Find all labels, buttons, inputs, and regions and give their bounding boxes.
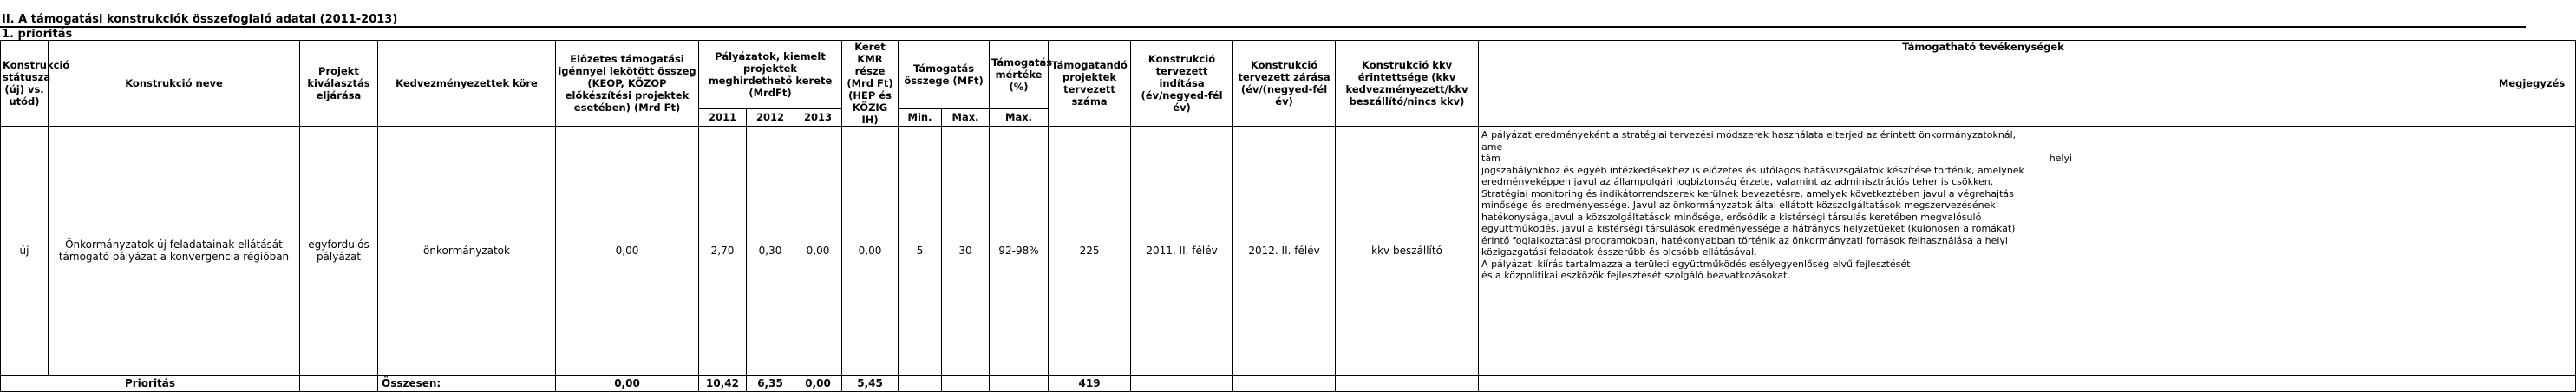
cell-name: Önkormányzatok új feladatainak ellátását támogató pályázat a konvergencia régióban — [49, 127, 300, 376]
activity-line: hatékonysága,javul a közszolgáltatások minősége, erősödik a kistérségi társulás keretében megvalósuló — [1481, 211, 1982, 223]
cell-close: 2012. II. félév — [1233, 127, 1336, 376]
total-2011: 10,42 — [699, 376, 747, 392]
cell-support-rate: 92-98% — [990, 127, 1049, 376]
table-row — [1, 127, 2576, 376]
cell-remarks — [2488, 127, 2576, 376]
header-close: Konstrukció tervezett zárása (év/(negyed-fél év) — [1233, 41, 1336, 127]
cell-planned-projects: 225 — [1049, 127, 1131, 376]
header-kkv: Konstrukció kkv érintettsége (kkv kedvezményezett/kkv beszállító/nincs kkv) — [1336, 41, 1479, 127]
header-activities: Támogatható tevékenységek — [1479, 41, 2488, 127]
header-planned-projects: Támogatandó projektek tervezett száma — [1049, 41, 1131, 127]
cell-kmr: 0,00 — [842, 127, 899, 376]
cell-beneficiaries: önkormányzatok — [378, 127, 556, 376]
total-prior-commitment: 0,00 — [556, 376, 699, 392]
total-2012: 6,35 — [747, 376, 794, 392]
header-launch: Konstrukció tervezett indítása (év/negyed-fél év) — [1131, 41, 1233, 127]
activity-line: A pályázati kiírás tartalmazza a területi együttműködés esélyegyenlőség elvű fejlesztését — [1481, 258, 1911, 270]
activity-line: A pályázat eredményeként a stratégiai tervezési módszerek használata elterjed az érintett önkormányzatoknál, — [1481, 129, 2017, 140]
cell-selection: egyfordulós pályázat — [300, 127, 378, 376]
section-title: II. A támogatási konstrukciók összefoglaló adatai (2011-2013) — [2, 13, 398, 26]
header-beneficiaries: Kedvezményezettek köre — [378, 41, 556, 127]
header-tenders: Pályázatok, kiemelt projektek meghirdethető kerete (MrdFt) — [699, 41, 842, 109]
title-divider — [0, 26, 2526, 28]
cell-status: új — [1, 127, 49, 376]
total-close — [1233, 376, 1336, 392]
total-max — [942, 376, 990, 392]
total-remarks — [2488, 376, 2576, 392]
cell-min: 5 — [899, 127, 942, 376]
header-prior-commitment: Előzetes támogatási igénnyel lekötött összeg (KEOP, KÖZOP előkészítési projektek esetében) (Mrd Ft) — [556, 41, 699, 127]
header-max: Max. — [942, 108, 990, 126]
header-min: Min. — [899, 108, 942, 126]
header-status: Konstrukció státusza (új) vs. utód) — [1, 41, 49, 127]
total-row — [1, 376, 2576, 392]
header-row — [1, 41, 2576, 109]
activity-line: Stratégiai monitoring és indikátorrendszerek kerülnek bevezetésre, amelyek következtében javul a végrehajtás — [1481, 187, 2014, 199]
total-planned-projects: 419 — [1049, 376, 1131, 392]
header-remarks: Megjegyzés — [2488, 41, 2576, 127]
cell-2011: 2,70 — [699, 127, 747, 376]
header-kmr: Keret KMR része (Mrd Ft) (HEP és KÖZIG IH) — [842, 41, 899, 127]
construction-table — [0, 40, 2576, 392]
total-label: Prioritás — [1, 376, 300, 392]
total-2013: 0,00 — [794, 376, 842, 392]
cell-2012: 0,30 — [747, 127, 794, 376]
total-kkv — [1336, 376, 1479, 392]
total-kmr: 5,45 — [842, 376, 899, 392]
cell-launch: 2011. II. félév — [1131, 127, 1233, 376]
activity-line: eredményeképpen javul az állampolgári jogbiztonság érzete, valamint az adminisztrációs teher is csökken. — [1481, 176, 1994, 187]
header-year-2012: 2012 — [747, 108, 794, 126]
total-sum-label: Összesen: — [378, 376, 556, 392]
header-name: Konstrukció neve — [49, 41, 300, 127]
activity-line: jogszabályokhoz és egyéb intézkedésekhez is előzetes és utólagos hatásvizsgálatok készítése történik, amelynek — [1481, 164, 2024, 176]
activity-line: tám helyi — [1481, 153, 2073, 164]
cell-activities — [1479, 127, 2488, 376]
activity-line: minősége és eredményessége. Javul az önkormányzatok által ellátott közszolgáltatások megszervezésének — [1481, 199, 1996, 211]
total-min — [899, 376, 942, 392]
cell-prior-commitment: 0,00 — [556, 127, 699, 376]
header-year-2011: 2011 — [699, 108, 747, 126]
total-empty — [300, 376, 378, 392]
priority-title: 1. prioritás — [2, 28, 73, 41]
header-rate-max: Max. — [990, 108, 1049, 126]
cell-max: 30 — [942, 127, 990, 376]
header-selection: Projekt kiválasztás eljárása — [300, 41, 378, 127]
total-activities — [1479, 376, 2488, 392]
header-year-2013: 2013 — [794, 108, 842, 126]
activity-line: és a közpolitikai eszközök fejlesztését szolgáló beavatkozásokat. — [1481, 270, 1790, 281]
header-support-amount: Támogatás összege (MFt) — [899, 41, 990, 109]
total-rate — [990, 376, 1049, 392]
cell-2013: 0,00 — [794, 127, 842, 376]
activity-line: együttműködés, javul a kistérségi társulások eredményessége a hátrányos helyzetűeket (különösen a romákat) — [1481, 223, 2016, 234]
activity-line: közigazgatási feladatok ésszerűbb és olcsóbb ellátásával. — [1481, 246, 1757, 258]
activity-line: ame — [1481, 140, 1503, 153]
header-support-rate: Támogatás mértéke (%) — [990, 41, 1049, 109]
activity-line: érintő foglalkoztatási programokban, hatékonyabban történik az önkormányzati források felhasználása a helyi — [1481, 234, 2008, 246]
cell-kkv: kkv beszállító — [1336, 127, 1479, 376]
total-launch — [1131, 376, 1233, 392]
